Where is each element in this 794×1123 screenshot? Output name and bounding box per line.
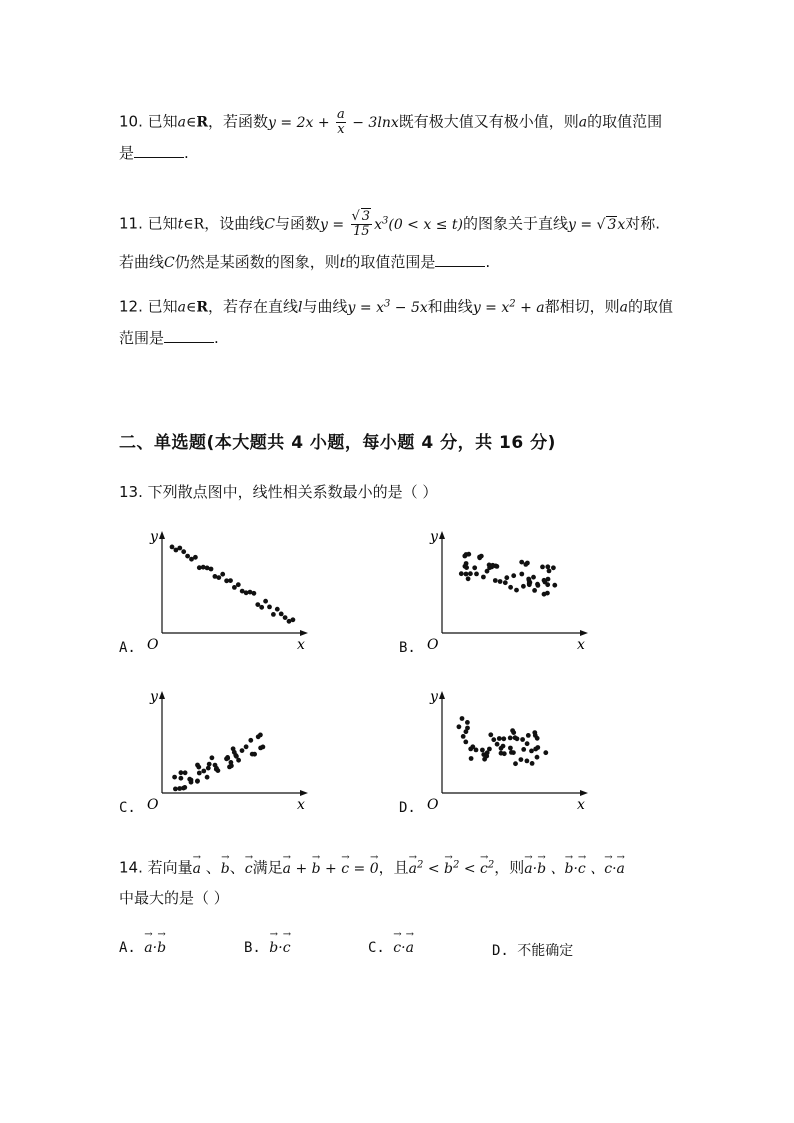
y-axis-label: y bbox=[150, 529, 158, 545]
scatter-point bbox=[498, 579, 503, 584]
scatter-point bbox=[464, 729, 469, 734]
scatter-point bbox=[196, 765, 201, 770]
scatter-point bbox=[291, 617, 296, 622]
origin-label: O bbox=[427, 797, 439, 813]
scatter-point bbox=[209, 567, 214, 572]
scatter-point bbox=[267, 605, 272, 610]
question-12-line-1: 12. 已知a∈R，若存在直线l与曲线$y = x^3 - 5x$和曲线$y = x^2 + a$都相切，则a的取值 bbox=[119, 297, 673, 316]
scatter-point bbox=[275, 607, 280, 612]
scatter-point bbox=[529, 749, 534, 754]
scatter-point bbox=[207, 762, 212, 767]
scatter-point bbox=[236, 582, 241, 587]
scatter-plot-c bbox=[140, 685, 310, 815]
y-axis-label: y bbox=[430, 529, 438, 545]
scatter-point bbox=[271, 612, 276, 617]
scatter-point bbox=[525, 741, 530, 746]
scatter-point bbox=[461, 734, 466, 739]
scatter-point bbox=[545, 582, 550, 587]
scatter-point bbox=[511, 573, 516, 578]
scatter-point bbox=[521, 747, 526, 752]
scatter-point bbox=[185, 554, 190, 559]
scatter-point bbox=[503, 580, 508, 585]
scatter-point bbox=[513, 735, 518, 740]
scatter-point bbox=[464, 565, 469, 570]
scatter-point bbox=[256, 734, 261, 739]
function-formula: y = $\frac{√ 3}{15}$ $x^3(0 < x \le t)$ bbox=[319, 209, 463, 239]
scatter-point bbox=[519, 757, 524, 762]
scatter-point bbox=[457, 724, 462, 729]
scatter-point bbox=[248, 738, 253, 743]
scatter-point bbox=[481, 575, 486, 580]
scatter-point bbox=[535, 582, 540, 587]
scatter-point bbox=[232, 585, 237, 590]
scatter-point bbox=[526, 577, 531, 582]
scatter-point bbox=[532, 588, 537, 593]
scatter-point bbox=[216, 575, 221, 580]
option-d-label[interactable]: D. bbox=[399, 800, 416, 816]
question-12-line-2: 范围是 . bbox=[119, 329, 219, 347]
scatter-point bbox=[545, 564, 550, 569]
scatter-point bbox=[470, 744, 475, 749]
scatter-point bbox=[499, 746, 504, 751]
question-11-line-1: 11. 已知t∈R，设曲线C与函数y = $\frac{√ 3}{15}$ $x^3(0 < x \le t)$的图象关于直线y = √ 3x对称. bbox=[119, 209, 661, 239]
q14-option-d[interactable]: D. 不能确定 bbox=[492, 943, 574, 959]
scatter-point bbox=[543, 750, 548, 755]
scatter-point bbox=[480, 748, 485, 753]
option-a-label[interactable]: A. bbox=[119, 640, 136, 656]
scatter-point bbox=[501, 736, 506, 741]
scatter-point bbox=[519, 560, 524, 565]
scatter-plot-d bbox=[420, 685, 590, 815]
scatter-point bbox=[508, 746, 513, 751]
scatter-point bbox=[177, 786, 182, 791]
scatter-point bbox=[197, 771, 202, 776]
scatter-point bbox=[244, 744, 249, 749]
scatter-point bbox=[261, 745, 266, 750]
scatter-point bbox=[250, 752, 255, 757]
question-number: 14. bbox=[119, 858, 143, 877]
scatter-point bbox=[525, 759, 530, 764]
scatter-point bbox=[195, 779, 200, 784]
scatter-point bbox=[255, 602, 260, 607]
scatter-point bbox=[491, 737, 496, 742]
origin-label: O bbox=[147, 797, 159, 813]
scatter-point bbox=[177, 546, 182, 551]
scatter-point bbox=[552, 583, 557, 588]
scatter-point bbox=[474, 572, 479, 577]
scatter-point bbox=[229, 763, 234, 768]
scatter-point bbox=[525, 561, 530, 566]
y-axis-label: y bbox=[430, 689, 438, 705]
x-axis-label: x bbox=[577, 637, 585, 653]
y-axis-label: y bbox=[150, 689, 158, 705]
question-number: 12. bbox=[119, 297, 143, 316]
scatter-point bbox=[460, 716, 465, 721]
scatter-point bbox=[468, 571, 473, 576]
scatter-point bbox=[179, 776, 184, 781]
scatter-point bbox=[495, 742, 500, 747]
scatter-point bbox=[527, 582, 532, 587]
scatter-point bbox=[519, 572, 524, 577]
question-number: 10. bbox=[119, 112, 143, 131]
origin-label: O bbox=[427, 637, 439, 653]
question-11-line-2: 若曲线C仍然是某函数的图象，则t的取值范围是 . bbox=[119, 253, 491, 271]
scatter-point bbox=[477, 555, 482, 560]
scatter-point bbox=[472, 565, 477, 570]
q14-option-c[interactable]: C. → c·→ a bbox=[368, 940, 414, 956]
question-14-line-1: 14. 若向量→ a 、→ b、→ c满足→ a + → b + → c = → 0，且→ $a^2$ < → $b^2$ < → $c^2$，则→ a·→ b 、→ b·→ c 、→ c·→ a bbox=[119, 855, 625, 879]
scatter-point bbox=[487, 747, 492, 752]
option-b-label[interactable]: B. bbox=[399, 640, 416, 656]
scatter-point bbox=[465, 720, 470, 725]
section-heading: 二、单选题(本大题共 4 小题，每小题 4 分，共 16 分) bbox=[119, 433, 556, 453]
question-number: 11. bbox=[119, 214, 143, 233]
scatter-point bbox=[193, 555, 198, 560]
origin-label: O bbox=[147, 637, 159, 653]
plot-axes bbox=[147, 689, 308, 813]
question-14-line-2: 中最大的是（ ） bbox=[119, 889, 229, 907]
scatter-point bbox=[214, 766, 219, 771]
question-number: 13. bbox=[119, 483, 143, 501]
scatter-point bbox=[220, 572, 225, 577]
function-formula: y = 2x + $\frac{a}{x}$ − 3lnx bbox=[268, 107, 399, 137]
scatter-point bbox=[521, 584, 526, 589]
question-10-line-2: 是 . bbox=[119, 144, 189, 162]
scatter-point bbox=[466, 552, 471, 557]
scatter-point bbox=[526, 733, 531, 738]
scatter-point bbox=[179, 770, 184, 775]
scatter-point bbox=[508, 585, 513, 590]
scatter-point bbox=[466, 576, 471, 581]
scatter-point bbox=[542, 592, 547, 597]
scatter-point bbox=[463, 740, 468, 745]
scatter-point bbox=[182, 785, 187, 790]
scatter-point bbox=[210, 755, 215, 760]
scatter-point bbox=[485, 569, 490, 574]
scatter-point bbox=[540, 565, 545, 570]
scatter-point bbox=[535, 736, 540, 741]
question-10-line-1: 10. 已知a∈R，若函数y = 2x + $\frac{a}{x}$ − 3lnx既有极大值又有极小值，则a的取值范围 bbox=[119, 107, 663, 137]
scatter-point bbox=[173, 787, 178, 792]
scatter-point bbox=[201, 769, 206, 774]
scatter-point bbox=[513, 761, 518, 766]
scatter-point bbox=[535, 755, 540, 760]
scatter-point bbox=[170, 545, 175, 550]
x-axis-label: x bbox=[297, 797, 305, 813]
q14-option-b[interactable]: B. → b·→ c bbox=[244, 940, 291, 956]
scatter-point bbox=[189, 780, 194, 785]
scatter-point bbox=[514, 588, 519, 593]
scatter-point bbox=[482, 757, 487, 762]
scatter-point bbox=[508, 736, 513, 741]
scatter-point bbox=[530, 761, 535, 766]
scatter-point bbox=[259, 605, 264, 610]
scatter-point bbox=[172, 775, 177, 780]
option-c-label[interactable]: C. bbox=[119, 800, 136, 816]
scatter-point bbox=[511, 750, 516, 755]
scatter-point bbox=[488, 732, 493, 737]
scatter-point bbox=[531, 575, 536, 580]
scatter-point bbox=[533, 747, 538, 752]
x-axis-label: x bbox=[297, 637, 305, 653]
x-axis-label: x bbox=[577, 797, 585, 813]
scatter-point bbox=[464, 561, 469, 566]
scatter-point bbox=[252, 591, 257, 596]
question-13-text: 13. 下列散点图中，线性相关系数最小的是（ ） bbox=[119, 483, 438, 501]
scatter-point bbox=[469, 756, 474, 761]
scatter-point bbox=[459, 571, 464, 576]
scatter-point bbox=[206, 766, 211, 771]
scatter-point bbox=[511, 730, 516, 735]
plot-axes bbox=[427, 529, 588, 653]
scatter-point bbox=[499, 751, 504, 756]
scatter-plot-a bbox=[140, 525, 310, 655]
scatter-point bbox=[183, 770, 188, 775]
answer-blank bbox=[134, 143, 184, 158]
scatter-plot-b bbox=[420, 525, 590, 655]
scatter-point bbox=[279, 612, 284, 617]
scatter-point bbox=[263, 599, 268, 604]
scatter-point bbox=[504, 575, 509, 580]
answer-blank bbox=[435, 252, 485, 267]
scatter-point bbox=[240, 748, 245, 753]
scatter-point bbox=[283, 615, 288, 620]
scatter-point bbox=[205, 775, 210, 780]
scatter-point bbox=[232, 750, 237, 755]
scatter-point bbox=[551, 565, 556, 570]
q14-option-a[interactable]: A. → a·→ b bbox=[119, 940, 166, 956]
scatter-point bbox=[542, 578, 547, 583]
scatter-point bbox=[225, 756, 230, 761]
scatter-point bbox=[228, 578, 233, 583]
scatter-point bbox=[493, 578, 498, 583]
scatter-point bbox=[464, 572, 469, 577]
scatter-point bbox=[520, 737, 525, 742]
scatter-point bbox=[497, 736, 502, 741]
plot-axes bbox=[427, 689, 588, 813]
scatter-point bbox=[490, 563, 495, 568]
scatter-point bbox=[547, 569, 552, 574]
answer-blank bbox=[164, 328, 214, 343]
scatter-point bbox=[181, 549, 186, 554]
